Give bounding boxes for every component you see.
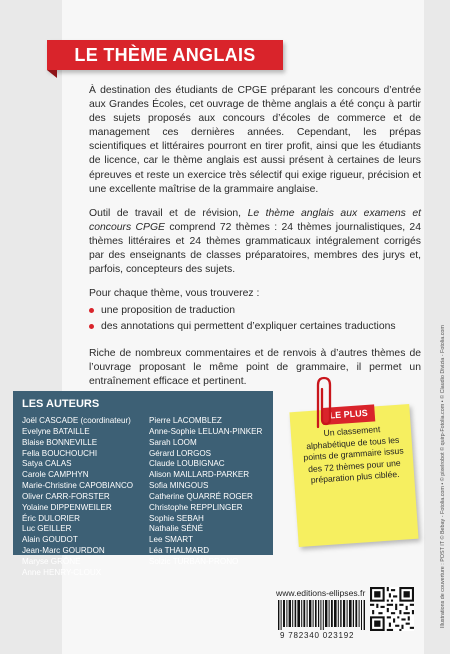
author-name: Evelyne BATAILLE — [22, 426, 90, 436]
qr-code-icon[interactable] — [370, 587, 414, 631]
author-name: Léa THALMARD — [149, 546, 210, 556]
barcode-icon — [278, 600, 366, 630]
description — [89, 84, 421, 399]
author-name: Maryse GRÔNE — [22, 556, 81, 566]
le-plus-text: Un classement alphabétique de tous les points de grammaire issus des 72 thèmes pour une préparation plus ciblée. — [303, 424, 404, 486]
author-name: Anne-Sophie LELUAN-PINKER — [149, 426, 263, 436]
list-item: des annotations qui permettent d’expliquer certaines traductions — [89, 320, 421, 334]
author-name: Sophie SEBAH — [149, 513, 204, 523]
book-title-italic: Le thème anglais aux examens et concours CPGE — [89, 207, 422, 233]
authors-column-1 — [22, 416, 133, 579]
authors-panel — [13, 391, 273, 577]
illustration-credits: Illustrations de couverture : POST IT © Bebay - Fotolia.com • © pixelrobot © quirp-Fotolia.com • © Claudio Divizia - Fotolia.com — [440, 325, 446, 628]
author-name: Sofia MINGOUS — [149, 481, 209, 491]
author-name: Alison MAILLARD-PARKER — [149, 470, 250, 480]
author-name: Gérard LORGOS — [149, 448, 212, 458]
author-name: Joël CASCADE (coordinateur) — [22, 416, 131, 425]
author-name: Anne HENRY-CLOUX — [22, 567, 102, 577]
authors-column-2 — [149, 416, 262, 568]
isbn-number: 9 782340 023192 — [280, 631, 355, 640]
author-name: Oliver CARR-FORSTER — [22, 491, 110, 501]
author-name: Blaise BONNEVILLE — [22, 437, 98, 447]
author-name: Nathalie SÉNÉ — [149, 524, 203, 534]
bullet-icon — [89, 308, 94, 313]
paperclip-icon — [309, 375, 337, 435]
author-name: Satya CALAS — [22, 459, 72, 469]
publisher-website[interactable]: www.editions-ellipses.fr — [276, 588, 366, 598]
paragraph-intro: À destination des étudiants de CPGE préparant les concours d’entrée aux Grandes Écoles, cet ouvrage de thème anglais a été conçu à partir des sujets proposés aux concours d’écoles de commerce et de management ces dernières années. Cependant, les prépas scientifiques et littéraires pourront en tirer profit, ainsi que les étudiants de licence, car le thème anglais est aussi présent à certaines de leurs épreuves et reste un exercice très sélectif qui exige rigueur, précision et une excellente maîtrise de la grammaire anglaise. — [89, 85, 421, 195]
author-name: Éric DULORIER — [22, 513, 81, 523]
author-name: Marie-Christine CAPOBIANCO — [22, 481, 134, 491]
banner-fold — [47, 70, 57, 78]
author-name: Claude LOUBIGNAC — [149, 459, 225, 469]
author-name: Catherine QUARRÉ ROGER — [149, 491, 253, 501]
list-item: une proposition de traduction — [89, 304, 421, 318]
authors-title: LES AUTEURS — [22, 398, 100, 410]
paragraph-contents: Outil de travail et de révision, Le thème anglais aux examens et concours CPGE comprend 72 thèmes : 24 thèmes journalistiques, 24 thèmes littéraires et 24 thèmes grammaticaux intégralement corrigés par des enseignants de classes préparatoires, membres des jurys et, parfois, concepteurs des sujets. — [89, 207, 422, 276]
book-title: LE THÈME ANGLAIS — [74, 45, 256, 65]
author-name: Yolaine DIPPENWEILER — [22, 502, 112, 512]
paragraph-summary: Riche de nombreux commentaires et de renvois à d’autres thèmes de l’ouvrage proposant le même point de grammaire, il permet un entraînement efficace et pertinent. — [89, 347, 421, 387]
author-name: Fella BOUCHOUCHI — [22, 448, 98, 458]
author-name: Luc GEILLER — [22, 524, 72, 534]
author-name: Pierre LACOMBLEZ — [149, 416, 222, 425]
feature-list — [89, 304, 421, 334]
author-name: Sarah LOOM — [149, 437, 197, 447]
author-name: Jean-Marc GOURDON — [22, 546, 105, 556]
author-name: Christophe REPPLINGER — [149, 502, 243, 512]
author-name: Carole CAMPHYN — [22, 470, 89, 480]
title-banner — [47, 40, 283, 70]
paragraph-features: Pour chaque thème, vous trouverez : — [89, 288, 260, 300]
author-name: Alain GOUDOT — [22, 535, 78, 545]
bullet-icon — [89, 324, 94, 329]
author-name: Soizic TURBAN-PRONO — [149, 556, 239, 566]
le-plus-badge: LE PLUS — [322, 404, 375, 425]
author-name: Lee SMART — [149, 535, 193, 545]
